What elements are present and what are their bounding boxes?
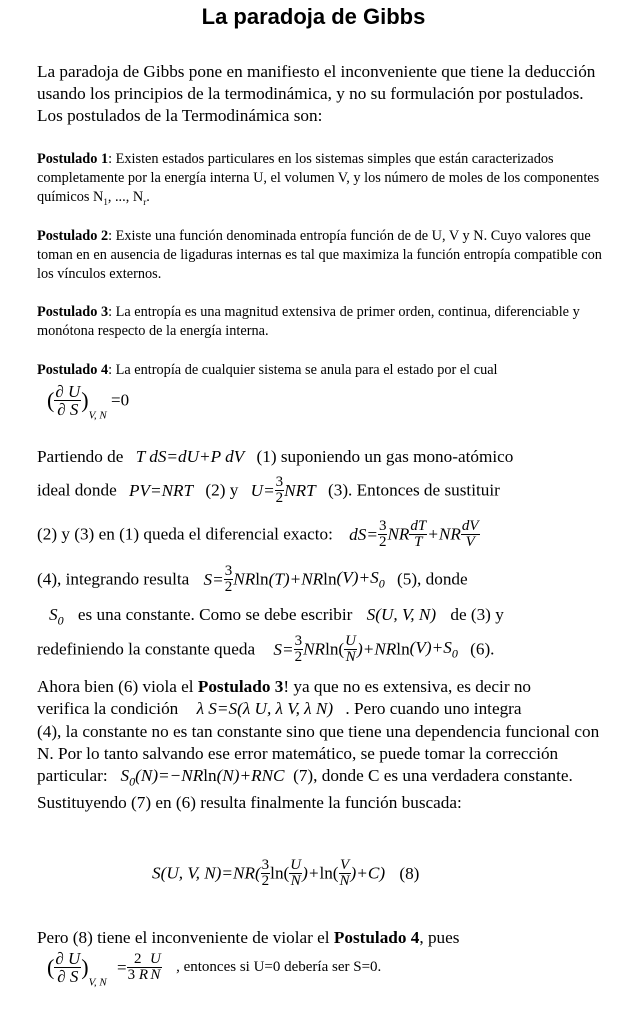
text-diferencial: (2) y (3) en (1) queda el diferencial exacto:	[37, 524, 333, 544]
text-pero-cuando: . Pero cuando uno integra	[345, 699, 522, 718]
text-suponiendo: (1) suponiendo un gas mono-atómico	[256, 447, 514, 466]
equation-5: S=	[203, 569, 224, 589]
equation-3: U=	[250, 480, 275, 500]
equation-6: S=	[273, 639, 294, 659]
postulate-4-equation: ( $\frac{\partial U}{\partial S}$ )$_{V, N} =0$	[47, 382, 130, 422]
postulate-1-text: : Existen estados particulares en los sistemas simples que están caracterizados completamente por la energía interna U, el volumen V, y los número de moles de los componentes químicos N	[37, 151, 600, 205]
text-pero-8: Pero (8) tiene el inconveniente de violar el	[37, 928, 334, 947]
derivation-line-5	[37, 605, 504, 628]
derivation-line-6: redefiniendo la constante queda S= $\frac{3}{2}$ NRln( $\frac{U}{N}$ )$+NRln(V)+S_0$ (6).	[37, 633, 495, 665]
derivation-line-8	[37, 699, 522, 719]
postulate-3-text: : La entropía es una magnitud extensiva de primer orden, continua, diferenciable y monótona respecto de la energía interna.	[37, 304, 580, 339]
final-equation: ( $\frac{\partial U}{\partial S}$ )$_{V, N}$ = $\frac{2}{3 R}$ $\frac{U}{N}$ , entonces si U=0 debería ser S=0.	[47, 949, 382, 989]
equation-4: dS=	[349, 524, 378, 544]
equation-2: PV=NRT	[129, 480, 194, 500]
postulate-2-text: : Existe una función denominada entropía función de de U, V y N. Cuyo valores que toman en en ausencia de ligaduras internas es tal que maximiza la función entropía compatible con los vínculos externos.	[37, 228, 602, 282]
final-line-1	[37, 928, 459, 948]
subscript-1: 1	[103, 196, 108, 207]
derivation-line-2: ideal donde PV=NRT (2) y U= $\frac{3}{2}$ NRT (3). Entonces de sustituir	[37, 474, 500, 506]
text-ahora-bien: Ahora bien (6) viola el	[37, 677, 198, 696]
text-de-3-y: de (3) y	[450, 605, 504, 624]
postulate-2-label: Postulado 2	[37, 228, 109, 244]
text-constante-dependencia: (4), la constante no es tan constante sino que tiene una dependencia funcional con N. Por lo tanto salvando ese error matemático, se puede tomar la corrección particular:	[37, 722, 600, 785]
equation-suvn: S(U, V, N)	[366, 605, 437, 624]
text-6: (6).	[470, 639, 495, 659]
text-partiendo: Partiendo de	[37, 447, 124, 466]
text-donde: (5), donde	[397, 569, 468, 589]
equation-1: T dS=dU+P dV	[135, 447, 245, 466]
postulate-2	[37, 227, 609, 284]
text-pues: , pues	[419, 928, 460, 947]
subscript-r: r	[143, 196, 147, 207]
text-postulado-4-bold: Postulado 4	[333, 928, 420, 947]
derivation-line-4: (4), integrando resulta S= $\frac{3}{2}$ $NRln(T)+NRln(V)+S_0$ (5), donde	[37, 563, 468, 595]
page-title: La paradoja de Gibbs	[201, 4, 426, 29]
equation-extensive: λ S=S(λ U, λ V, λ N)	[196, 699, 334, 718]
text-7-donde: (7), donde	[293, 766, 364, 785]
derivation-line-3: (2) y (3) en (1) queda el diferencial exacto: dS= $\frac{3}{2}$ NR $\frac{dT}{T}$ +NR $\frac{dV}{V}$	[37, 518, 479, 550]
text-constante: es una constante. Como se debe escribir	[77, 605, 353, 624]
equation-8: S(U, V, N)=NR( $\frac{3}{2}$ ln( $\frac{U}{N}$ )+ln( $\frac{V}{N}$ )+C) (8)	[152, 857, 420, 889]
postulate-4-label: Postulado 4	[37, 362, 109, 378]
postulate-1	[37, 150, 609, 212]
derivation-line-7	[37, 677, 531, 697]
text-ideal-donde: ideal donde	[37, 480, 117, 500]
derivation-paragraph-rest: (4), la constante no es tan constante sino que tiene una dependencia funcional con N. Por lo tanto salvando ese error matemático, se puede tomar la corrección particular: $S_0(N)=-NRln(N)+RNC$ (7), donde C es una verdadera constante. Sustituyendo (7) en (6) resulta finalmente la función buscada:	[37, 722, 600, 813]
postulate-3-label: Postulado 3	[37, 304, 109, 320]
equation-7: $S_0(N)=-NR$	[120, 766, 204, 789]
subscript-mid: , ..., N	[107, 189, 144, 205]
subscript-end: .	[146, 189, 150, 205]
text-verdadera-constante: C es una verdadera constante. Sustituyendo (7) en (6) resulta finalmente la función buscada:	[37, 766, 573, 813]
postulate-1-label: Postulado 1	[37, 151, 109, 167]
derivation-line-1	[37, 447, 513, 467]
equation-8-label: (8)	[399, 863, 420, 883]
text-entonces: (3). Entonces de sustituir	[328, 480, 500, 500]
postulate-4	[37, 361, 609, 380]
s0-symbol: $S_0$	[49, 605, 64, 628]
text-postulado-3-bold: Postulado 3	[197, 677, 284, 696]
text-entonces-final: , entonces si U=0 debería ser S=0.	[176, 959, 382, 975]
postulate-3	[37, 303, 609, 341]
text-2-y: (2) y	[205, 480, 239, 500]
text-integrando: (4), integrando resulta	[37, 569, 190, 589]
text-no-extensiva: ! ya que no es extensiva, es decir no	[283, 677, 532, 696]
postulate-4-text: : La entropía de cualquier sistema se anula para el estado por el cual	[108, 362, 498, 378]
text-redefiniendo: redefiniendo la constante queda	[37, 639, 256, 659]
intro-paragraph: La paradoja de Gibbs pone en manifiesto el inconveniente que tiene la deducción usando los principios de la termodinámica, y no su formulación por postulados. Los postulados de la Termodinámica son:	[37, 62, 596, 125]
text-verifica: verifica la condición	[37, 699, 179, 718]
